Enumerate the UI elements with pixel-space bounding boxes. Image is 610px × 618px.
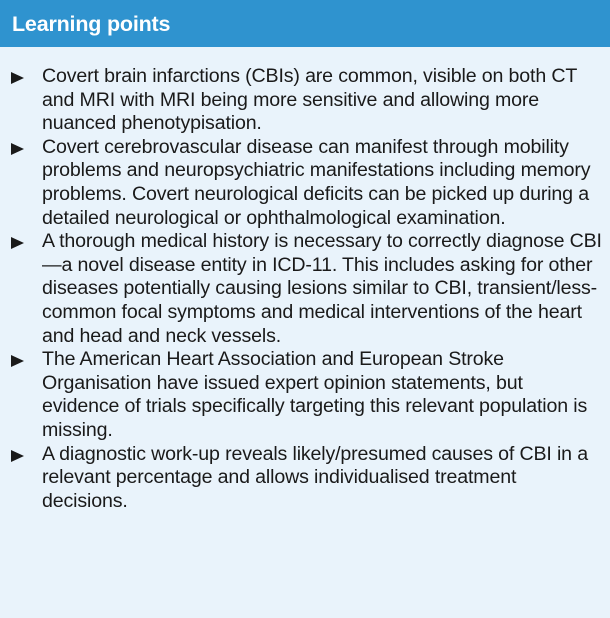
list-item-text: A diagnostic work-up reveals likely/presumed causes of CBI in a relevant percentage and allows individualised treatment decisions. bbox=[42, 442, 588, 512]
bullet-triangle-icon bbox=[0, 136, 42, 155]
list-item-text: The American Heart Association and European Stroke Organisation have issued expert opinion statements, but evidence of trials specifically targeting this relevant population is missing. bbox=[42, 348, 588, 441]
list-item bbox=[0, 65, 602, 136]
learning-points-list bbox=[0, 47, 610, 513]
bullet-triangle-icon bbox=[0, 65, 42, 84]
list-item-text: A thorough medical history is necessary to correctly diagnose CBI—a novel disease entity in ICD-11. This includes asking for other diseases potentially causing lesions similar to CBI, transient/less-common focal symptoms and medical interventions of the heart and head and neck vessels. bbox=[42, 230, 602, 347]
list-item bbox=[0, 443, 602, 514]
list-item bbox=[0, 230, 602, 348]
list-item bbox=[0, 136, 602, 230]
bullet-triangle-icon bbox=[0, 230, 42, 249]
learning-points-title: Learning points bbox=[12, 12, 171, 36]
list-item bbox=[0, 348, 602, 442]
list-item-text: Covert cerebrovascular disease can manifest through mobility problems and neuropsychiatric manifestations including memory problems. Covert neurological deficits can be picked up during a detailed neurological or ophthalmological examination. bbox=[42, 135, 591, 229]
learning-points-header bbox=[0, 0, 610, 47]
bullet-triangle-icon bbox=[0, 443, 42, 462]
bullet-triangle-icon bbox=[0, 348, 42, 367]
list-item-text: Covert brain infarctions (CBIs) are common, visible on both CT and MRI with MRI being more sensitive and allowing more nuanced phenotypisation. bbox=[42, 65, 577, 135]
